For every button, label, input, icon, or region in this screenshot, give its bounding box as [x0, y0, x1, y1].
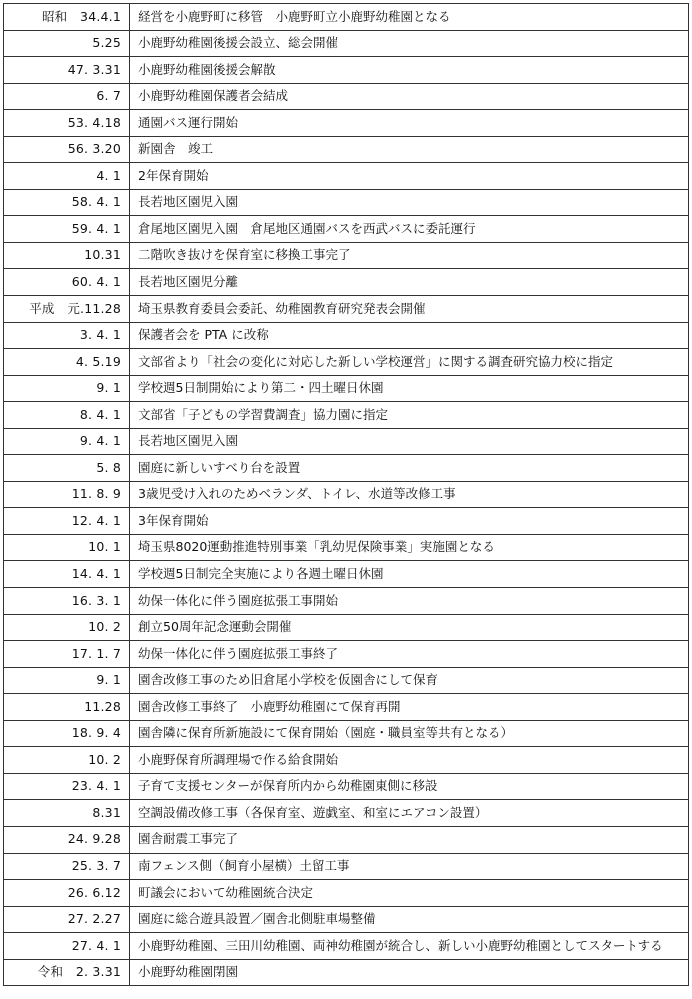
- table-row: [4, 667, 689, 694]
- table-row: [4, 30, 689, 57]
- date-cell: 11.28: [4, 694, 130, 721]
- date-cell: 9. 4. 1: [4, 428, 130, 455]
- table-row: [4, 375, 689, 402]
- date-cell: 53. 4.18: [4, 110, 130, 137]
- table-row: [4, 641, 689, 668]
- event-cell: 二階吹き抜けを保育室に移換工事完了: [130, 242, 689, 269]
- event-cell: 新園舎 竣工: [130, 136, 689, 163]
- event-cell: 園舎改修工事のため旧倉尾小学校を仮園舎にして保育: [130, 667, 689, 694]
- event-cell: 学校週5日制開始により第二・四土曜日休園: [130, 375, 689, 402]
- event-cell: 園庭に総合遊具設置／園舎北側駐車場整備: [130, 906, 689, 933]
- event-cell: 園舎隣に保育所新施設にて保育開始（園庭・職員室等共有となる）: [130, 720, 689, 747]
- event-cell: 南フェンス側（飼育小屋横）土留工事: [130, 853, 689, 880]
- event-cell: 経営を小鹿野町に移管 小鹿野町立小鹿野幼稚園となる: [130, 4, 689, 31]
- event-cell: 保護者会を PTA に改称: [130, 322, 689, 349]
- event-cell: 園舎耐震工事完了: [130, 826, 689, 853]
- table-row: [4, 216, 689, 243]
- event-cell: 文部省より「社会の変化に対応した新しい学校運営」に関する調査研究協力校に指定: [130, 349, 689, 376]
- date-cell: 16. 3. 1: [4, 588, 130, 615]
- event-cell: 3年保育開始: [130, 508, 689, 535]
- event-cell: 幼保一体化に伴う園庭拡張工事終了: [130, 641, 689, 668]
- date-cell: 12. 4. 1: [4, 508, 130, 535]
- table-row: [4, 428, 689, 455]
- event-cell: 長若地区園児分離: [130, 269, 689, 296]
- table-row: [4, 959, 689, 986]
- date-cell: 27. 2.27: [4, 906, 130, 933]
- event-cell: 小鹿野幼稚園閉園: [130, 959, 689, 986]
- date-cell: 17. 1. 7: [4, 641, 130, 668]
- table-row: [4, 588, 689, 615]
- table-row: [4, 4, 689, 31]
- event-cell: 長若地区園児入園: [130, 189, 689, 216]
- table-row: [4, 853, 689, 880]
- event-cell: 幼保一体化に伴う園庭拡張工事開始: [130, 588, 689, 615]
- table-row: [4, 694, 689, 721]
- event-cell: 創立50周年記念運動会開催: [130, 614, 689, 641]
- date-cell: 23. 4. 1: [4, 773, 130, 800]
- event-cell: 埼玉県教育委員会委託、幼稚園教育研究発表会開催: [130, 296, 689, 323]
- event-cell: 空調設備改修工事（各保育室、遊戯室、和室にエアコン設置）: [130, 800, 689, 827]
- date-cell: 5. 8: [4, 455, 130, 482]
- event-cell: 子育て支援センターが保育所内から幼稚園東側に移設: [130, 773, 689, 800]
- date-cell: 10. 2: [4, 614, 130, 641]
- date-cell: 6. 7: [4, 83, 130, 110]
- event-cell: 小鹿野幼稚園後援会解散: [130, 57, 689, 84]
- table-row: [4, 481, 689, 508]
- date-cell: 27. 4. 1: [4, 933, 130, 960]
- date-cell: 10. 2: [4, 747, 130, 774]
- table-row: [4, 110, 689, 137]
- table-row: [4, 720, 689, 747]
- date-cell: 14. 4. 1: [4, 561, 130, 588]
- date-cell: 平成 元.11.28: [4, 296, 130, 323]
- history-table-body: [4, 4, 689, 986]
- date-cell: 24. 9.28: [4, 826, 130, 853]
- event-cell: 通園バス運行開始: [130, 110, 689, 137]
- event-cell: 町議会において幼稚園統合決定: [130, 880, 689, 907]
- event-cell: 小鹿野幼稚園保護者会結成: [130, 83, 689, 110]
- date-cell: 58. 4. 1: [4, 189, 130, 216]
- table-row: [4, 561, 689, 588]
- date-cell: 4. 5.19: [4, 349, 130, 376]
- event-cell: 埼玉県8020運動推進特別事業「乳幼児保険事業」実施園となる: [130, 534, 689, 561]
- table-row: [4, 349, 689, 376]
- event-cell: 小鹿野保育所調理場で作る給食開始: [130, 747, 689, 774]
- table-row: [4, 614, 689, 641]
- date-cell: 10.31: [4, 242, 130, 269]
- table-row: [4, 402, 689, 429]
- date-cell: 9. 1: [4, 375, 130, 402]
- date-cell: 8.31: [4, 800, 130, 827]
- date-cell: 令和 2. 3.31: [4, 959, 130, 986]
- table-row: [4, 773, 689, 800]
- table-row: [4, 57, 689, 84]
- date-cell: 18. 9. 4: [4, 720, 130, 747]
- table-row: [4, 455, 689, 482]
- date-cell: 9. 1: [4, 667, 130, 694]
- event-cell: 小鹿野幼稚園、三田川幼稚園、両神幼稚園が統合し、新しい小鹿野幼稚園としてスタートする: [130, 933, 689, 960]
- table-row: [4, 136, 689, 163]
- event-cell: 2年保育開始: [130, 163, 689, 190]
- date-cell: 5.25: [4, 30, 130, 57]
- event-cell: 長若地区園児入園: [130, 428, 689, 455]
- event-cell: 学校週5日制完全実施により各週土曜日休園: [130, 561, 689, 588]
- date-cell: 8. 4. 1: [4, 402, 130, 429]
- date-cell: 56. 3.20: [4, 136, 130, 163]
- date-cell: 26. 6.12: [4, 880, 130, 907]
- table-row: [4, 269, 689, 296]
- date-cell: 25. 3. 7: [4, 853, 130, 880]
- table-row: [4, 189, 689, 216]
- event-cell: 園舎改修工事終了 小鹿野幼稚園にて保育再開: [130, 694, 689, 721]
- date-cell: 47. 3.31: [4, 57, 130, 84]
- date-cell: 59. 4. 1: [4, 216, 130, 243]
- table-row: [4, 242, 689, 269]
- event-cell: 文部省「子どもの学習費調査」協力園に指定: [130, 402, 689, 429]
- event-cell: 3歳児受け入れのためベランダ、トイレ、水道等改修工事: [130, 481, 689, 508]
- date-cell: 4. 1: [4, 163, 130, 190]
- table-row: [4, 906, 689, 933]
- table-row: [4, 508, 689, 535]
- table-row: [4, 296, 689, 323]
- date-cell: 60. 4. 1: [4, 269, 130, 296]
- history-table: [3, 3, 689, 986]
- date-cell: 11. 8. 9: [4, 481, 130, 508]
- table-row: [4, 83, 689, 110]
- table-row: [4, 880, 689, 907]
- date-cell: 3. 4. 1: [4, 322, 130, 349]
- table-row: [4, 322, 689, 349]
- table-row: [4, 800, 689, 827]
- table-row: [4, 826, 689, 853]
- date-cell: 10. 1: [4, 534, 130, 561]
- table-row: [4, 747, 689, 774]
- table-row: [4, 534, 689, 561]
- table-row: [4, 163, 689, 190]
- event-cell: 小鹿野幼稚園後援会設立、総会開催: [130, 30, 689, 57]
- event-cell: 倉尾地区園児入園 倉尾地区通園バスを西武バスに委託運行: [130, 216, 689, 243]
- date-cell: 昭和 34.4.1: [4, 4, 130, 31]
- event-cell: 園庭に新しいすべり台を設置: [130, 455, 689, 482]
- table-row: [4, 933, 689, 960]
